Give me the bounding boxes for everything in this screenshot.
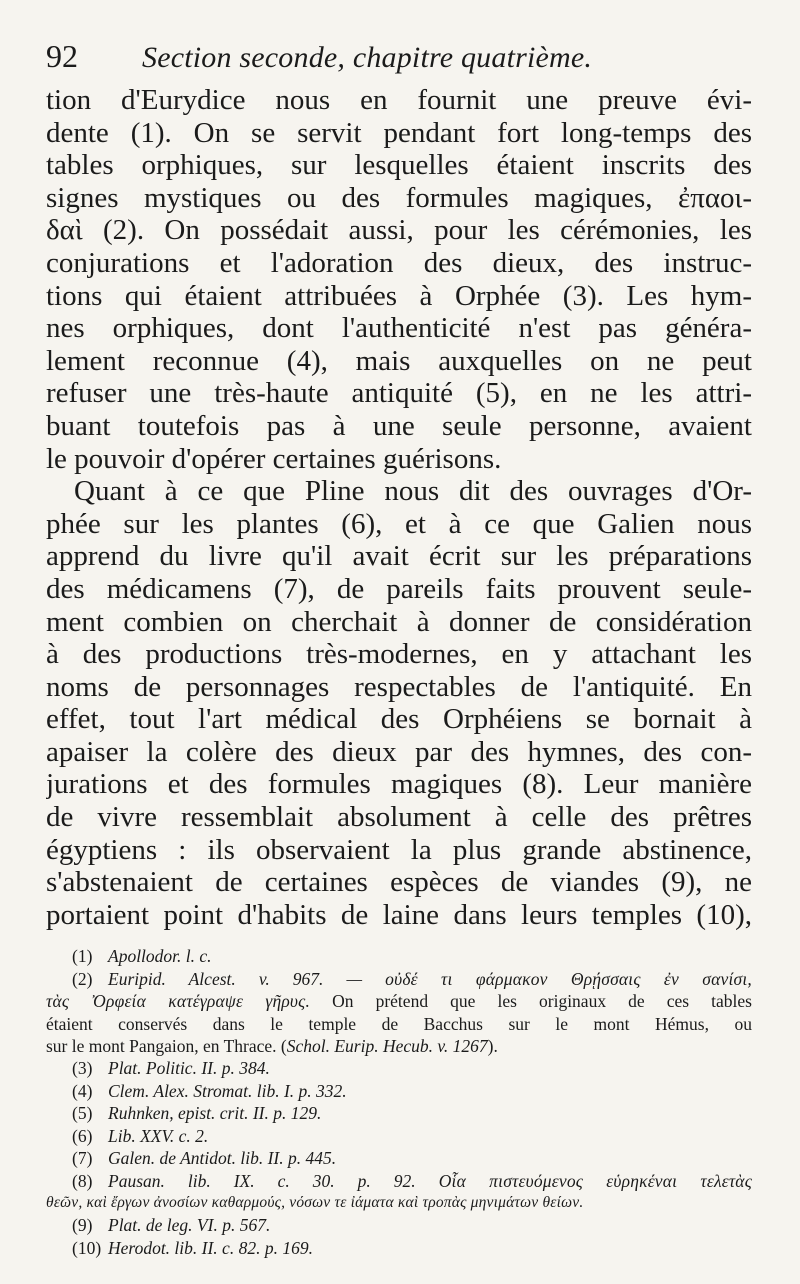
text-line: de vivre ressemblait absolument à celle des prêtres <box>46 801 752 834</box>
footnote-greek: Οἷα πιστευόμενος εὑρηκέναι τελετὰς <box>438 1170 752 1191</box>
text-line: Quant à ce que Pline nous dit des ouvrages d'Or- <box>74 475 752 508</box>
text-line: signes mystiques ou des formules magiques, ἐπαοι- <box>46 181 752 214</box>
footnote-text: Herodot. lib. II. c. 82. p. 169. <box>108 1237 313 1258</box>
footnote-mark: (1) <box>72 946 93 967</box>
text-line: à des productions très-modernes, en y attachant les <box>46 638 752 671</box>
text-line: apprend du livre qu'il avait écrit sur les préparations <box>46 540 752 573</box>
footnote-7 <box>46 1147 752 1169</box>
footnote-mark: (6) <box>72 1125 93 1146</box>
footnote-mark: (4) <box>72 1080 93 1101</box>
text-line: portaient point d'habits de laine dans leurs temples (10), <box>46 898 752 931</box>
footnote-text: Plat. Politic. II. p. 384. <box>108 1058 270 1079</box>
text-line: dente (1). On se servit pendant fort long-temps des <box>46 116 752 149</box>
text-line: conjurations et l'adoration des dieux, des instruc- <box>46 246 752 279</box>
footnotes <box>46 945 752 1259</box>
footnote-text: Galen. de Antidot. lib. II. p. 445. <box>108 1148 337 1169</box>
footnote-9 <box>46 1214 752 1236</box>
footnote-text: Lib. XXV. c. 2. <box>108 1125 209 1146</box>
footnote-text: Clem. Alex. Stromat. lib. I. p. 332. <box>108 1080 347 1101</box>
footnote-mark: (5) <box>72 1103 93 1124</box>
text-line: apaiser la colère des dieux par des hymnes, des con- <box>46 735 752 768</box>
footnote-reference: Schol. Eurip. Hecub. v. 1267 <box>286 1036 488 1057</box>
footnote-6 <box>46 1125 752 1147</box>
footnote-text: Plat. de leg. VI. p. 567. <box>108 1215 271 1236</box>
footnote-8 <box>46 1170 752 1192</box>
footnote-reference: Pausan. lib. IX. c. 30. p. 92. <box>108 1170 416 1191</box>
footnote-2-continuation <box>46 1035 752 1057</box>
text-line: refuser une très-haute antiquité (5), en ne les attri- <box>46 377 752 410</box>
footnote-text: On prétend que les originaux de ces tables <box>332 991 752 1012</box>
footnote-8-continuation <box>46 1192 752 1214</box>
footnote-text: Apollodor. l. c. <box>108 946 212 967</box>
footnote-text: ). <box>487 1036 498 1057</box>
text-line: effet, tout l'art médical des Orphéiens se bornait à <box>46 703 752 736</box>
text-line: s'abstenaient de certaines espèces de viandes (9), ne <box>46 866 752 899</box>
text-line: tion d'Eurydice nous en fournit une preuve évi- <box>46 84 752 116</box>
footnote-5 <box>46 1102 752 1124</box>
text-line: lement reconnue (4), mais auxquelles on ne peut <box>46 344 752 377</box>
page-number: 92 <box>46 38 78 74</box>
footnote-mark: (9) <box>72 1215 93 1236</box>
footnote-3 <box>46 1057 752 1079</box>
footnote-mark: (10) <box>72 1237 102 1258</box>
text-line: nes orphiques, dont l'authenticité n'est pas généra- <box>46 312 752 345</box>
footnote-2 <box>46 968 752 990</box>
footnote-4 <box>46 1080 752 1102</box>
text-line: ment combien on cherchait à donner de considération <box>46 605 752 638</box>
footnote-10 <box>46 1237 752 1259</box>
footnote-2-continuation: étaient conservés dans le temple de Bacchus sur le mont Hémus, ou <box>46 1013 752 1034</box>
footnote-mark: (7) <box>72 1148 93 1169</box>
footnote-2-continuation <box>46 990 752 1012</box>
text-line: phée sur les plantes (6), et à ce que Galien nous <box>46 507 752 540</box>
footnote-greek: θεῶν, καὶ ἔργων ἀνοσίων καθαρμούς, νόσων τε ἰάματα καὶ τροπὰς μηνιμάτων θείων. <box>46 1193 584 1211</box>
footnote-mark: (3) <box>72 1058 93 1079</box>
running-title: Section seconde, chapitre quatrième. <box>142 41 593 74</box>
page-header <box>46 38 752 84</box>
footnote-text: sur le mont Pangaion, en Thrace. ( <box>46 1036 287 1057</box>
footnote-mark: (2) <box>72 968 93 989</box>
text-line: tions qui étaient attribuées à Orphée (3). Les hym- <box>46 279 752 312</box>
text-line: jurations et des formules magiques (8). Leur manière <box>46 768 752 801</box>
text-line: noms de personnages respectables de l'antiquité. En <box>46 670 752 703</box>
text-line: le pouvoir d'opérer certaines guérisons. <box>46 442 502 475</box>
text-line: des médicamens (7), de pareils faits prouvent seule- <box>46 572 752 605</box>
footnote-1 <box>46 945 752 967</box>
text-line: buant toutefois pas à une seule personne, avaient <box>46 409 752 442</box>
text-line: δαὶ (2). On possédait aussi, pour les cérémonies, les <box>46 214 752 247</box>
footnote-greek: τὰς Ὀρφεία κατέγραψε γῆρυς. <box>46 991 311 1012</box>
footnote-greek: οὐδέ τι φάρμακον Θρῄσσαις ἐν σανίσι, <box>385 968 752 989</box>
text-line: tables orphiques, sur lesquelles étaient inscrits des <box>46 149 752 182</box>
footnote-text: Ruhnken, epist. crit. II. p. 129. <box>108 1103 322 1124</box>
footnote-reference: Euripid. Alcest. v. 967. — <box>108 968 363 989</box>
text-line: égyptiens : ils observaient la plus grande abstinence, <box>46 833 752 866</box>
footnote-mark: (8) <box>72 1170 93 1191</box>
main-text <box>46 84 752 931</box>
